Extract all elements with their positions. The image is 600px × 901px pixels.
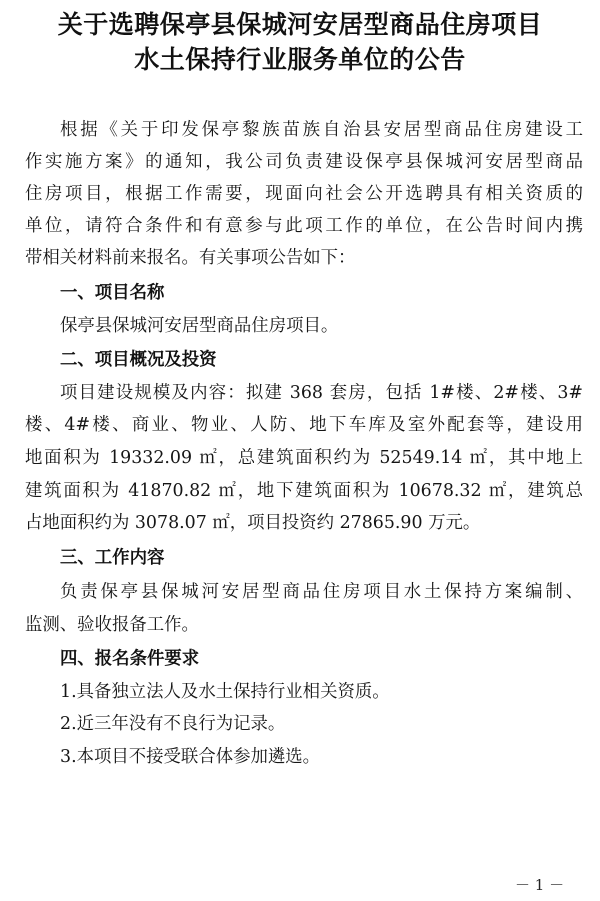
intro-line: 根据《关于印发保亭黎族苗族自治县安居型商品住房建设工: [60, 120, 583, 140]
section-line: 楼、4#楼、商业、物业、人防、地下车库及室外配套等，建设用: [25, 415, 583, 435]
intro-line: 作实施方案》的通知，我公司负责建设保亭县保城河安居型商品: [25, 152, 583, 172]
section-line: 负责保亭县保城河安居型商品住房项目水土保持方案编制、: [60, 582, 583, 602]
intro-line: 带相关材料前来报名。有关事项公告如下：: [25, 248, 356, 268]
section-line: 地面积为 19332.09 ㎡，总建筑面积约为 52549.14 ㎡，其中地上: [25, 448, 583, 468]
section-heading-work-content: 三、工作内容: [60, 548, 165, 568]
section-line: 建筑面积为 41870.82 ㎡，地下建筑面积为 10678.32 ㎡，建筑总: [25, 481, 583, 501]
intro-line: 单位，请符合条件和有意参与此项工作的单位，在公告时间内携: [25, 216, 583, 236]
document-title-line-2: 水土保持行业服务单位的公告: [134, 45, 466, 74]
intro-line: 住房项目，根据工作需要，现面向社会公开选聘具有相关资质的: [25, 184, 583, 204]
document-title-line-1: 关于选聘保亭县保城河安居型商品住房项目: [57, 10, 543, 39]
section-heading-project-overview: 二、项目概况及投资: [60, 350, 217, 370]
section-line: 监测、验收报备工作。: [25, 615, 199, 635]
section-line: 保亭县保城河安居型商品住房项目。: [60, 316, 339, 336]
requirement-item: 3.本项目不接受联合体参加遴选。: [60, 747, 321, 767]
requirement-item: 2.近三年没有不良行为记录。: [60, 714, 286, 734]
section-heading-registration-requirements: 四、报名条件要求: [60, 649, 200, 669]
requirement-item: 1.具备独立法人及水土保持行业相关资质。: [60, 682, 390, 702]
section-heading-project-name: 一、项目名称: [60, 283, 165, 303]
page-number: － 1 －: [515, 876, 565, 894]
section-line: 占地面积约为 3078.07 ㎡，项目投资约 27865.90 万元。: [25, 513, 481, 533]
section-line: 项目建设规模及内容：拟建 368 套房，包括 1#楼、2#楼、3#: [60, 383, 583, 403]
